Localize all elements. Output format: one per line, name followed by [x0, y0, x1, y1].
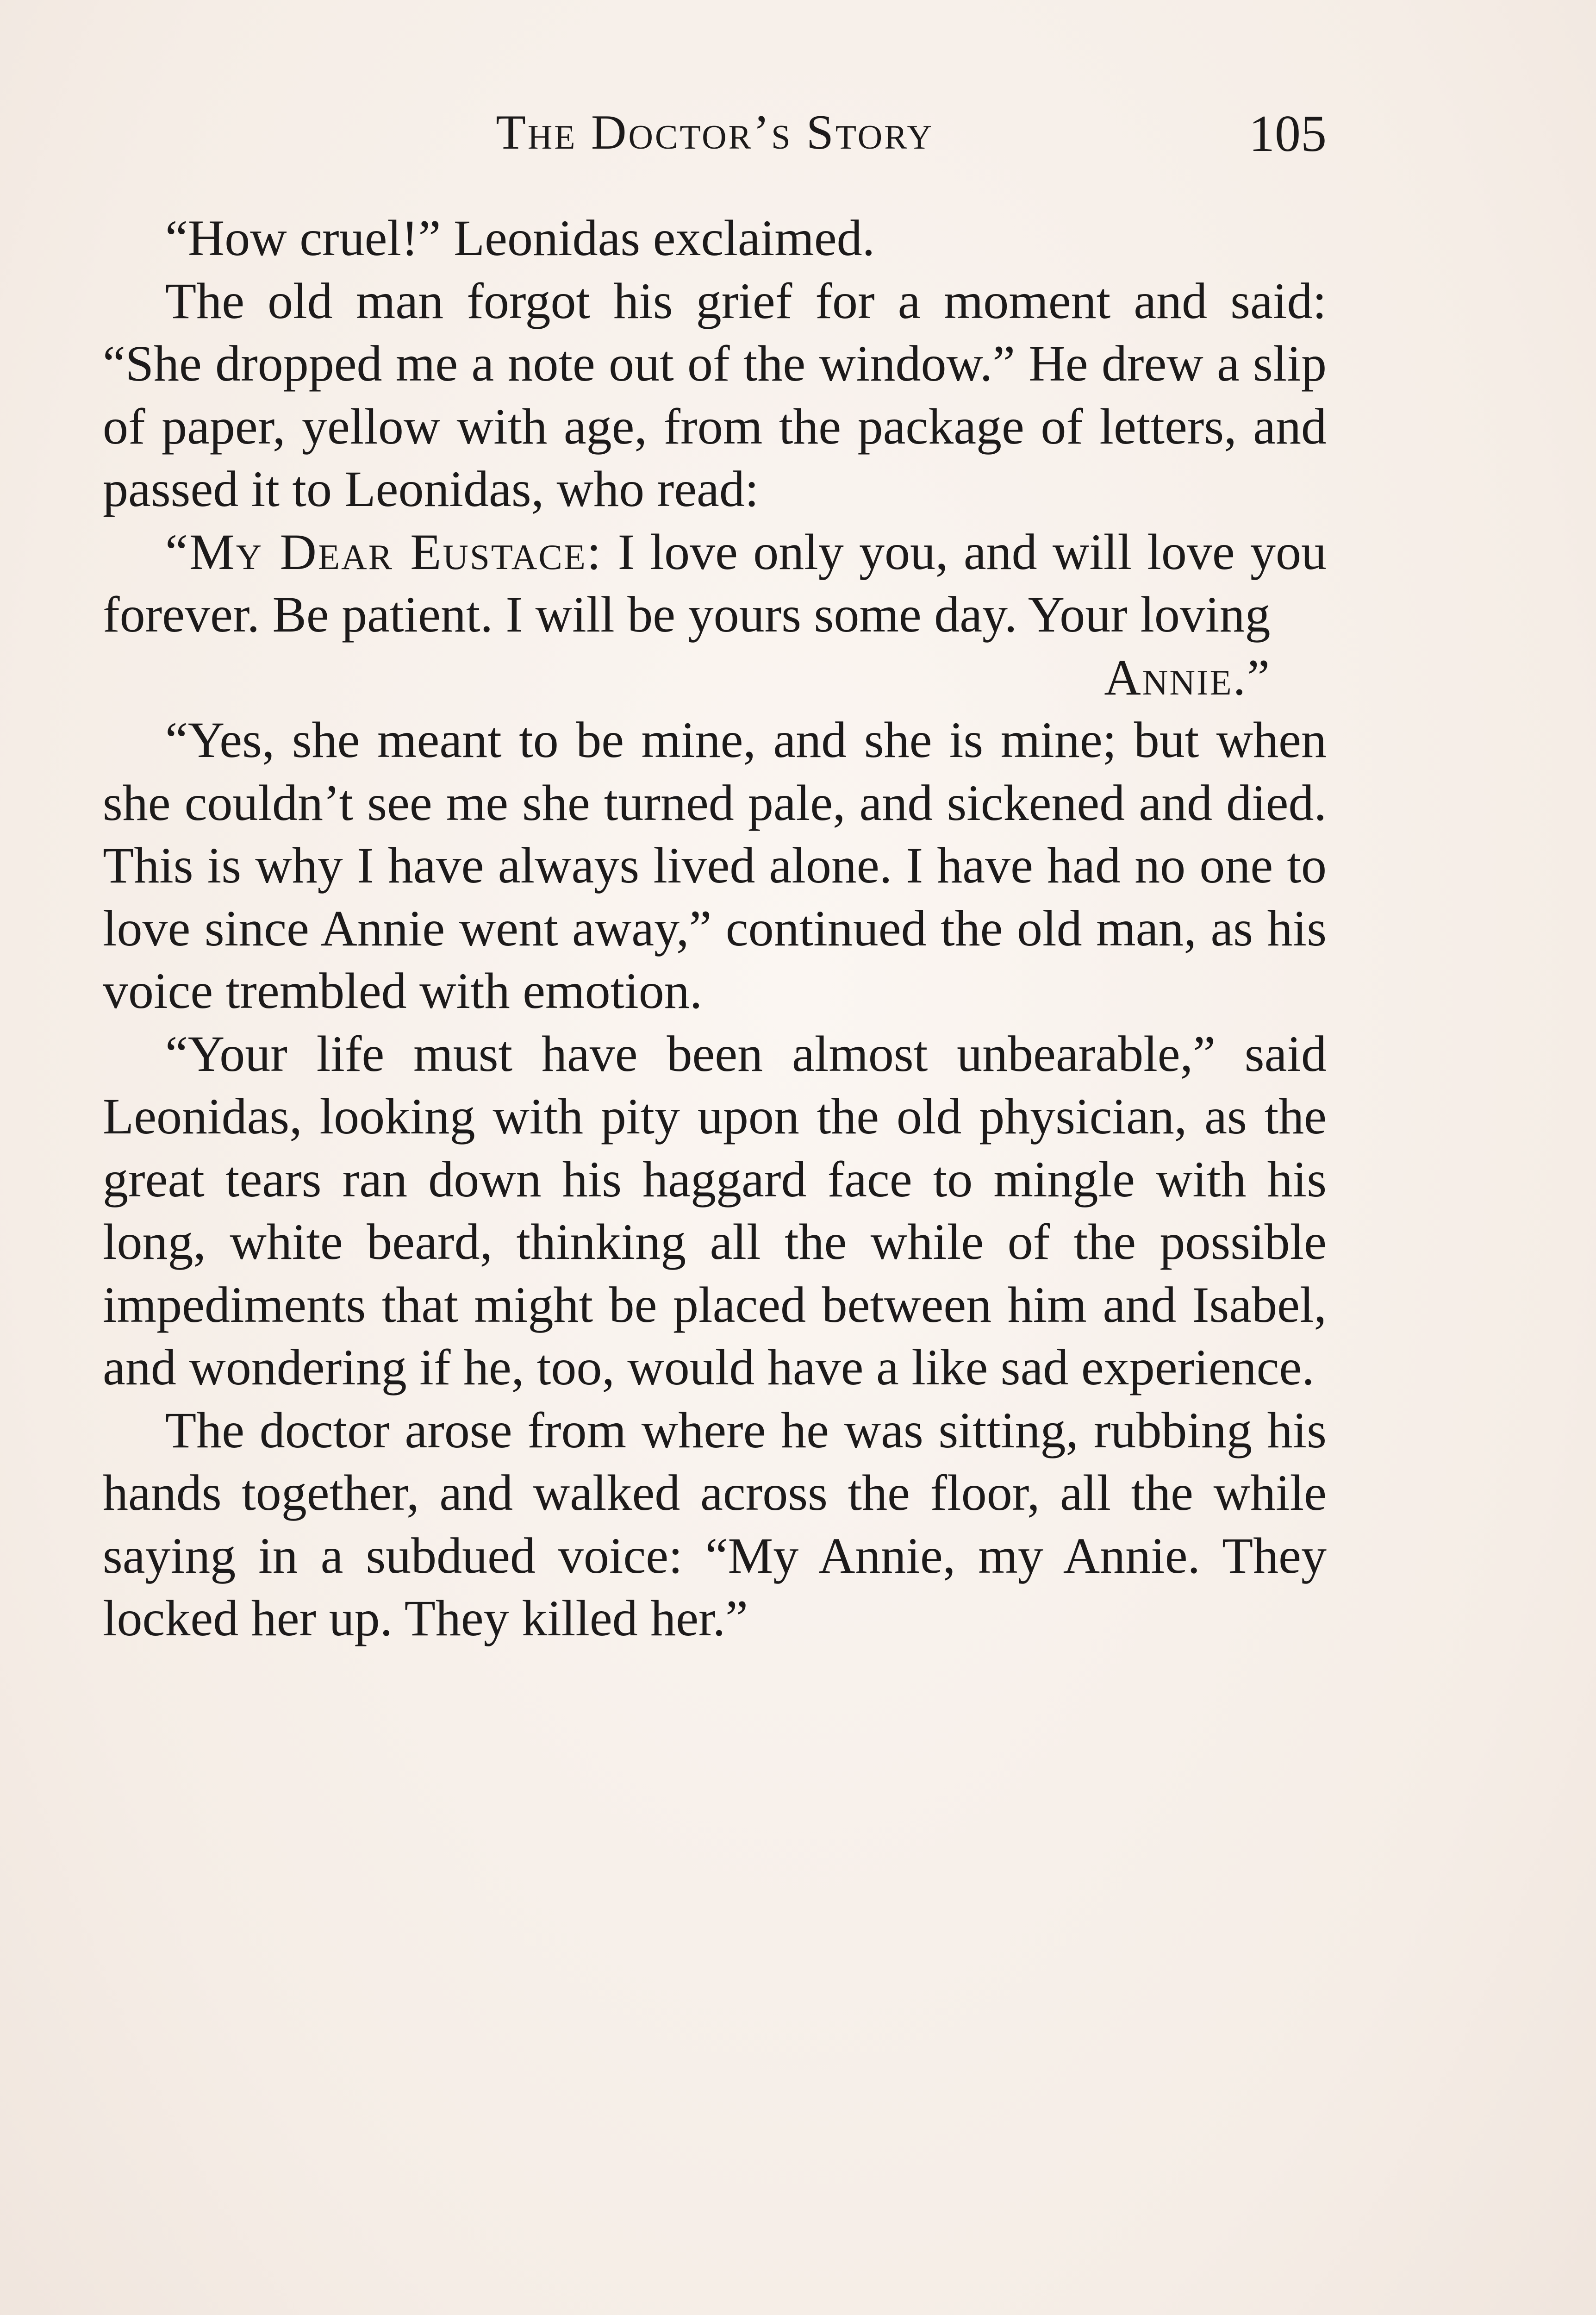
paragraph-5: “Your life must have been almost unbearable,” said Leonidas, looking with pity upon the old physician, as the great tears ran down his haggard face to mingle with his long, white beard, thinking all the while of the possible impediments that might be placed between him and Isabel, and wondering if he, too, would have a like sad experience. — [103, 1025, 1327, 1395]
page-number: 105 — [1249, 105, 1327, 163]
page-header — [103, 104, 1327, 164]
body-text — [103, 207, 1327, 1650]
paragraph-6: The doctor arose from where he was sitting, rubbing his hands together, and walked across the floor, all the while saying in a subdued voice: “My Annie, my Annie. They locked her up. They killed her.” — [103, 1402, 1327, 1646]
letter-signature: Annie.” — [1104, 649, 1271, 706]
letter-salutation: “My Dear Eustace: — [165, 523, 603, 580]
paragraph-1: “How cruel!” Leonidas exclaimed. — [165, 210, 875, 266]
running-title: The Doctor’s Story — [496, 105, 934, 159]
paragraph-2: The old man forgot his grief for a moment and said: “She dropped me a note out of the window.” He drew a slip of paper, yellow with age, from the package of letters, and passed it to Leonidas, who read: — [103, 272, 1327, 517]
paragraph-3-letter — [103, 521, 1327, 646]
paragraph-4: “Yes, she meant to be mine, and she is mine; but when she couldn’t see me she turned pale, and sickened and died. This is why I have always lived alone. I have had no one to love since Annie went away,” continued the old man, as his voice trembled with emotion. — [103, 712, 1327, 1019]
letter-text: I love only you, and will love you forever. Be patient. I will be yours some day. Your loving — [103, 523, 1327, 643]
